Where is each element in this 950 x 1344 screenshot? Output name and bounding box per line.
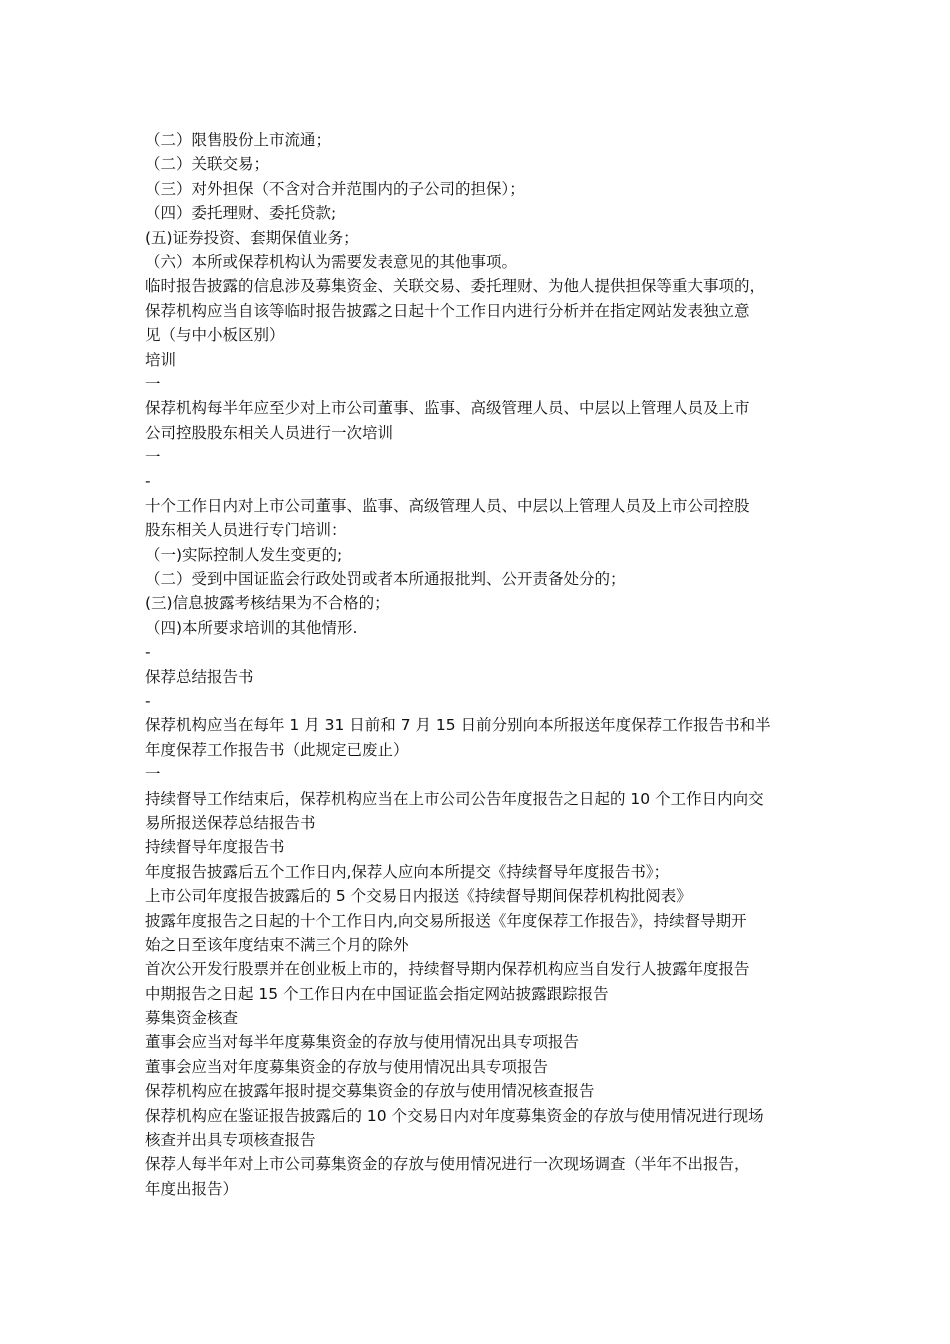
- text-line: （三）对外担保（不含对合并范围内的子公司的担保）；: [145, 179, 525, 198]
- text-line: -: [145, 472, 151, 491]
- section-heading: 募集资金核查: [145, 1009, 239, 1028]
- text-line: (三)信息披露考核结果为不合格的；: [145, 594, 390, 613]
- text-line: 临时报告披露的信息涉及募集资金、关联交易、委托理财、为他人提供担保等重大事项的，: [145, 277, 766, 296]
- text-line: -: [145, 643, 151, 662]
- section-heading: 保荐总结报告书: [145, 667, 254, 686]
- text-line: 保荐机构应在鉴证报告披露后的 10 个交易日内对年度募集资金的存放与使用情况进行现场: [145, 1106, 764, 1125]
- text-line: 保荐机构应当在每年 1 月 31 日前和 7 月 15 日前分别向本所报送年度保荐工作报告书和半: [145, 716, 771, 735]
- text-line: 上市公司年度报告披露后的 5 个交易日内报送《持续督导期间保荐机构批阅表》: [145, 887, 692, 906]
- text-line: 保荐机构每半年应至少对上市公司董事、监事、高级管理人员、中层以上管理人员及上市: [145, 399, 750, 418]
- text-line: （四)本所要求培训的其他情形.: [145, 618, 358, 637]
- document-body: [145, 128, 815, 1201]
- text-line: 公司控股股东相关人员进行一次培训: [145, 423, 394, 442]
- text-line: （二）受到中国证监会行政处罚或者本所通报批判、公开责备处分的；: [145, 570, 626, 589]
- text-line: 首次公开发行股票并在创业板上市的，持续督导期内保荐机构应当自发行人披露年度报告: [145, 960, 750, 979]
- text-line: 保荐机构应在披露年报时提交募集资金的存放与使用情况核查报告: [145, 1082, 595, 1101]
- text-line: 易所报送保荐总结报告书: [145, 813, 316, 832]
- text-line: （六）本所或保荐机构认为需要发表意见的其他事项。: [145, 252, 518, 271]
- text-line: 始之日至该年度结束不满三个月的除外: [145, 935, 409, 954]
- text-line: 年度报告披露后五个工作日内,保荐人应向本所提交《持续督导年度报告书》；: [145, 862, 670, 881]
- text-line: 股东相关人员进行专门培训：: [145, 521, 347, 540]
- text-line: 十个工作日内对上市公司董事、监事、高级管理人员、中层以上管理人员及上市公司控股: [145, 496, 750, 515]
- text-line: （四）委托理财、委托贷款;: [145, 204, 337, 223]
- text-line: 一: [145, 374, 161, 393]
- text-line: 董事会应当对年度募集资金的存放与使用情况出具专项报告: [145, 1057, 549, 1076]
- text-line: -: [145, 691, 151, 710]
- text-line: （二）限售股份上市流通；: [145, 131, 332, 149]
- text-line: 核查并出具专项核查报告: [145, 1131, 316, 1150]
- text-line: 保荐机构应当自该等临时报告披露之日起十个工作日内进行分析并在指定网站发表独立意: [145, 301, 750, 320]
- section-heading: 培训: [145, 350, 177, 369]
- text-line: 披露年度报告之日起的十个工作日内,向交易所报送《年度保荐工作报告》，持续督导期开: [145, 911, 747, 930]
- text-line: （一)实际控制人发生变更的;: [145, 545, 343, 564]
- text-line: 中期报告之日起 15 个工作日内在中国证监会指定网站披露跟踪报告: [145, 984, 609, 1003]
- text-line: 见（与中小板区别）: [145, 326, 285, 345]
- text-line: 保荐人每半年对上市公司募集资金的存放与使用情况进行一次现场调查（半年不出报告，: [145, 1155, 750, 1174]
- text-line: 董事会应当对每半年度募集资金的存放与使用情况出具专项报告: [145, 1033, 580, 1052]
- text-line: 年度保荐工作报告书（此规定已废止）: [145, 740, 409, 759]
- text-line: 一: [145, 448, 161, 467]
- text-line: (五)证券投资、套期保值业务；: [145, 228, 359, 247]
- text-line: （二）关联交易；: [145, 155, 270, 174]
- text-line: 一: [145, 765, 161, 784]
- text-line: 持续督导工作结束后，保荐机构应当在上市公司公告年度报告之日起的 10 个工作日内向交: [145, 789, 764, 808]
- text-line: 年度出报告）: [145, 1179, 239, 1198]
- section-heading: 持续督导年度报告书: [145, 838, 285, 857]
